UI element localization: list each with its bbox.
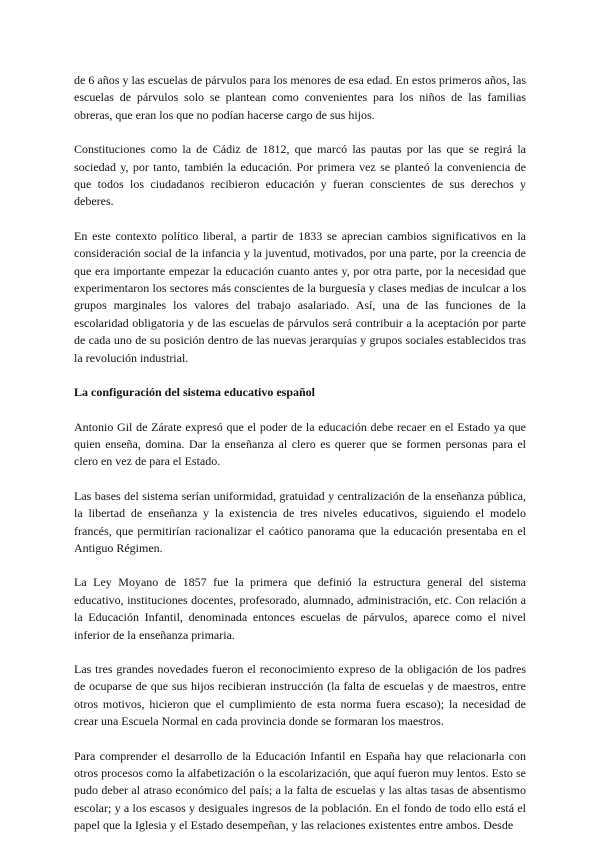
paragraph-2: Constituciones como la de Cádiz de 1812, que marcó las pautas por las que se regirá la sociedad y, por tanto, también la educación. Por primera vez se planteó la conveniencia de que todos los ciudadanos recibieron educación y fueran conscientes de sus derechos y deberes. [74, 142, 526, 209]
paragraph-4: Antonio Gil de Zárate expresó que el poder de la educación debe recaer en el Estado ya que quien enseña, domina. Dar la enseñanza al clero es querer que se formen personas para el clero en vez de para el Estado. [74, 419, 526, 469]
paragraph-8: Para comprender el desarrollo de la Educación Infantil en España hay que relacionarla con otros procesos como la alfabetización o la escolarización, que aquí fueron muy lentos. Esto se pudo deber al atraso económico del país; a la falta de escuelas y las altas tasas de absentismo escolar; y a los escasos y desiguales ingresos de la población. En el fondo de todo ello está el papel que la Iglesia y el Estado desempeñan, y las relaciones existentes entre ambos. Desde [74, 748, 526, 833]
section-heading: La configuración del sistema educativo español [74, 385, 316, 400]
paragraph-3: En este contexto político liberal, a partir de 1833 se aprecian cambios significativos en la consideración social de la infancia y la juventud, motivados, por una parte, por la creencia de que era importante empezar la educación cuanto antes y, por otra parte, por la necesidad que experimentaron los sectores más conscientes de la burguesía y clases medias de inculcar a los grupos marginales los valores del trabajo asalariado. Así, una de las funciones de la escolaridad obligatoria y de las escuelas de párvulos será contribuir a la aceptación por parte de cada uno de su posición dentro de las nuevas jerarquías y grupos sociales establecidos tras la revolución industrial. [74, 228, 526, 365]
paragraph-5: Las bases del sistema serían uniformidad, gratuidad y centralización de la enseñanza pública, la libertad de enseñanza y la existencia de tres niveles educativos, siguiendo el modelo francés, que permitirían racionalizar el caótico panorama que la educación presentaba en el Antiguo Régimen. [74, 488, 526, 555]
paragraph-1: de 6 años y las escuelas de párvulos para los menores de esa edad. En estos primeros años, las escuelas de párvulos solo se plantean como convenientes para los niños de las familias obreras, que eran los que no podían hacerse cargo de sus hijos. [74, 73, 526, 122]
paragraph-7: Las tres grandes novedades fueron el reconocimiento expreso de la obligación de los padres de ocuparse de que sus hijos recibieran instrucción (la falta de escuelas y de maestros, entre otros motivos, hicieron que el cumplimiento de esta norma fuera escaso); la necesidad de crear una Escuela Normal en cada provincia donde se formaran los maestros. [74, 661, 526, 729]
paragraph-6: La Ley Moyano de 1857 fue la primera que definió la estructura general del sistema educativo, instituciones docentes, profesorado, alumnado, administración, etc. Con relación a la Educación Infantil, denominada entonces escuelas de párvulos, aparece como el nivel inferior de la enseñanza primaria. [74, 575, 526, 642]
document-body [74, 72, 526, 852]
